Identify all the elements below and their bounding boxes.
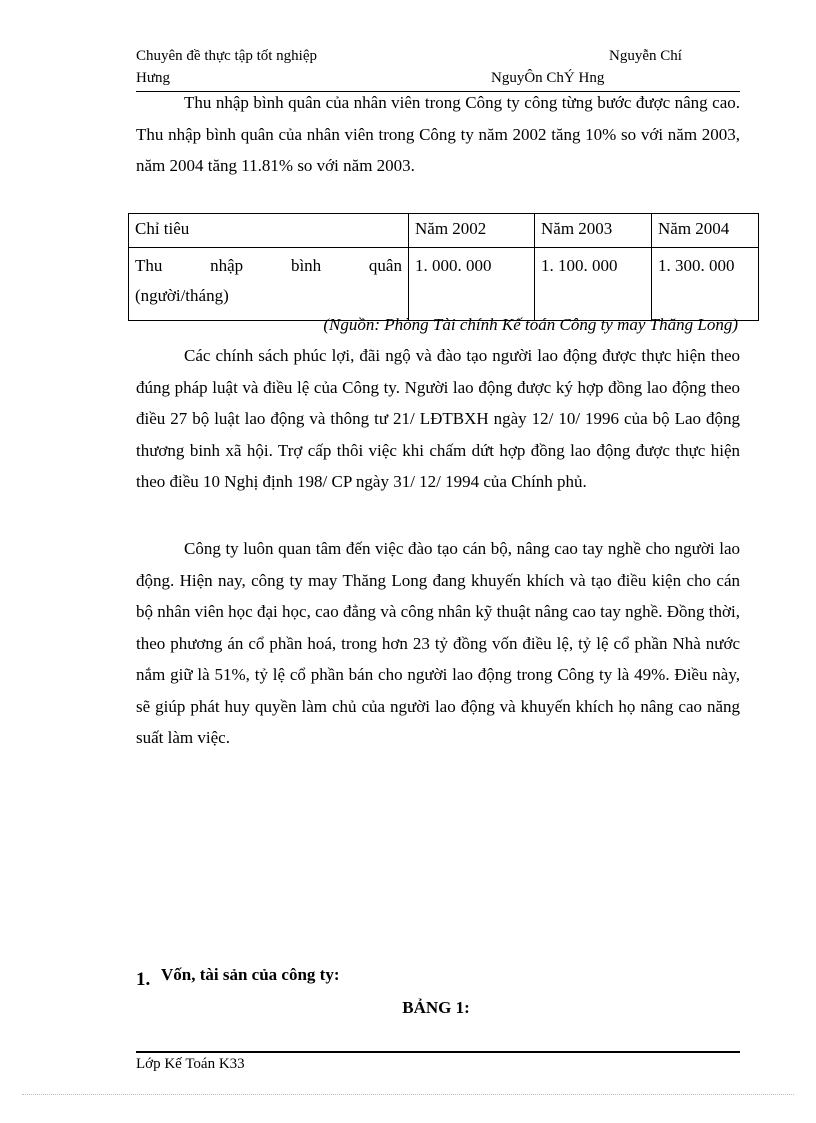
table-row-label xyxy=(129,248,409,321)
table-header-row xyxy=(129,214,759,248)
section-title: Vốn, tài sản của công ty: xyxy=(161,965,340,984)
footer-class-name: Lớp Kế Toán K33 xyxy=(136,1056,245,1072)
header-author-name-garbled: NguyÔn ChÝ Hng xyxy=(491,70,605,86)
table-cell-value: 1. 100. 000 xyxy=(535,248,652,321)
row-label-word: Thu xyxy=(135,256,163,275)
paragraph-welfare-policy: Các chính sách phúc lợi, đãi ngộ và đào tạo người lao động được thực hiện theo đúng pháp luật và điều lệ của Công ty. Người lao động được ký hợp đồng lao động theo điều 27 bộ luật lao động và thông tư 21/ LĐTBXH ngày 12/ 10/ 1996 của bộ Lao động thương binh xã hội. Trợ cấp thôi việc khi chấm dứt hợp đồng lao động được thực hiện theo điều 10 Nghị định 198/ CP ngày 31/ 12/ 1994 của Chính phủ. xyxy=(136,346,740,491)
paragraph-income-intro: Thu nhập bình quân của nhân viên trong Công ty công từng bước được nâng cao. Thu nhập bình quân của nhân viên trong Công ty năm 2002 tăng 10% so với năm 2003, năm 2004 tăng 11.81% so với năm 2003. xyxy=(136,93,740,175)
income-table xyxy=(128,213,759,321)
row-label-unit: (người/tháng) xyxy=(135,286,229,305)
row-label-word: nhập xyxy=(210,256,244,275)
header-document-title: Chuyên đề thực tập tốt nghiệp xyxy=(136,48,318,64)
table-header-cell: Năm 2003 xyxy=(535,214,652,248)
table-header-cell: Năm 2002 xyxy=(409,214,535,248)
paragraph-training: Công ty luôn quan tâm đến việc đào tạo cán bộ, nâng cao tay nghề cho người lao động. Hiện nay, công ty may Thăng Long đang khuyến khích và tạo điều kiện cho cán bộ nhân viên học đại học, cao đẳng và công nhân kỹ thuật nâng cao tay nghề. Đồng thời, theo phương án cổ phần hoá, trong hơn 23 tỷ đồng vốn điều lệ, tỷ lệ cổ phần Nhà nước nắm giữ là 51%, tỷ lệ cổ phần bán cho người lao động trong Công ty là 49%. Điều này, sẽ giúp phát huy quyền làm chủ của người lao động và khuyến khích họ nâng cao năng suất làm việc. xyxy=(136,539,740,747)
table-caption: BẢNG 1: xyxy=(402,998,470,1017)
page-bottom-border xyxy=(22,1094,794,1095)
table-header-cell: Chỉ tiêu xyxy=(129,214,409,248)
footer-divider xyxy=(136,1051,740,1053)
table-cell-value: 1. 300. 000 xyxy=(652,248,759,321)
header-author-name: Nguyễn Chí xyxy=(609,48,682,64)
header-author-name-continued: Hưng xyxy=(136,70,170,86)
row-label-word: bình xyxy=(290,256,322,275)
table-header-cell: Năm 2004 xyxy=(652,214,759,248)
table-source-note: (Nguồn: Phòng Tài chính Kế toán Công ty may Thăng Long) xyxy=(323,315,738,334)
table-cell-value: 1. 000. 000 xyxy=(409,248,535,321)
section-number: 1. xyxy=(136,969,151,990)
row-label-word: quân xyxy=(368,256,402,275)
table-row xyxy=(129,248,759,321)
